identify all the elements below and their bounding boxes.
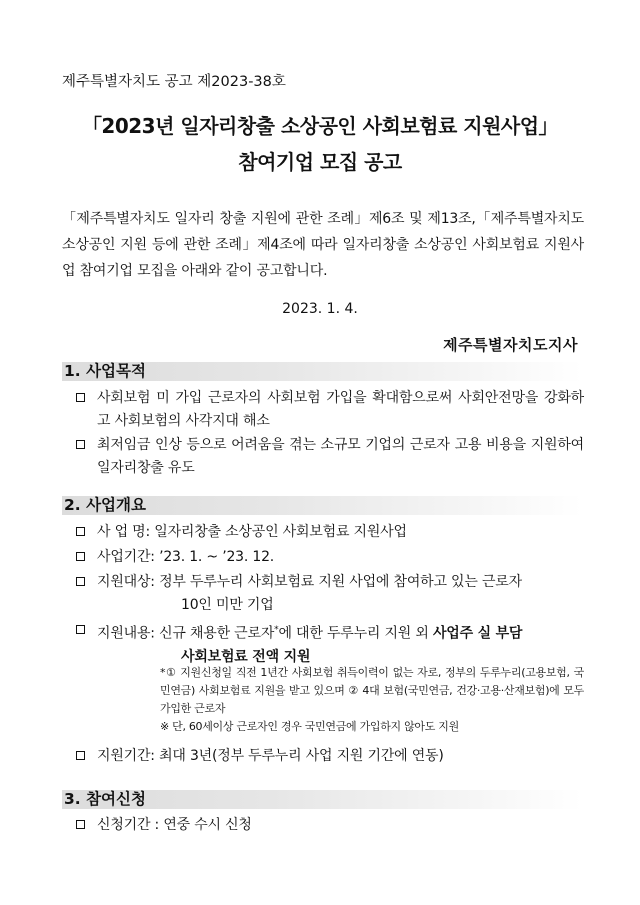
- intro-paragraph: 「제주특별자치도 일자리 창출 지원에 관한 조례」제6조 및 제13조,「제주특별자치도 소상공인 지원 등에 관한 조례」제4조에 따라 일자리창출 소상공인 사회보험료 지원사업 참여기업 모집을 아래와 같이 공고합니다.: [62, 211, 584, 279]
- checkbox-bullet-icon: [76, 440, 85, 449]
- section-heading-overview: 2. 사업개요: [62, 496, 582, 515]
- overview-content: [76, 619, 584, 669]
- section-heading-purpose: 1. 사업목적: [62, 362, 582, 381]
- purpose-item-2: [76, 434, 584, 480]
- business-name-text: 사 업 명: 일자리창출 소상공인 사회보험료 지원사업: [97, 524, 407, 540]
- content-footnote-mark: *: [274, 625, 279, 635]
- overview-duration: [76, 745, 584, 768]
- purpose-item-1-text: 사회보험 미 가입 근로자의 사회보험 가입을 확대함으로써 사회안전망을 강화하고 사회보험의 사각지대 해소: [97, 390, 584, 429]
- title-line-1: 「2023년 일자리창출 소상공인 사회보험료 지원사업」: [81, 114, 559, 138]
- checkbox-bullet-icon: [76, 527, 85, 536]
- content-middle: 에 대한 두루누리 지원 외: [278, 625, 433, 642]
- duration-text: 지원기간: 최대 3년(정부 두루누리 사업 지원 기간에 연동): [97, 748, 444, 764]
- content-footnote: *① 지원신청일 직전 1년간 사회보험 취득이력이 없는 자로, 정부의 두루누리(고용보험, 국민연금) 사회보험료 지원을 받고 있으며 ② 4대 보험(국민연금, 건강·고용·산재보험)에 모두 가입한 근로자: [160, 666, 584, 715]
- content-bold-2: 사회보험료 전액 지원: [181, 648, 311, 665]
- checkbox-bullet-icon: [76, 751, 85, 760]
- checkbox-bullet-icon: [76, 625, 85, 634]
- checkbox-bullet-icon: [76, 577, 85, 586]
- checkbox-bullet-icon: [76, 820, 85, 829]
- content-prefix: 지원내용: 신규 채용한 근로자: [97, 625, 275, 642]
- application-period-text: 신청기간 : 연중 수시 신청: [97, 817, 252, 833]
- title-line-2: 참여기업 모집 공고: [238, 150, 402, 174]
- notice-number: 제주특별자치도 공고 제2023-38호: [62, 74, 286, 90]
- overview-target: [76, 571, 584, 617]
- application-period: [76, 814, 584, 837]
- checkbox-bullet-icon: [76, 393, 85, 402]
- checkbox-bullet-icon: [76, 552, 85, 561]
- target-line-2: 10인 미만 기업: [181, 597, 274, 613]
- section-heading-application: 3. 참여신청: [62, 790, 582, 809]
- content-exception-note: ※ 단, 60세이상 근로자인 경우 국민연금에 가입하지 않아도 지원: [160, 720, 459, 733]
- overview-period: [76, 546, 584, 569]
- purpose-item-2-text: 최저임금 인상 등으로 어려움을 겪는 소규모 기업의 근로자 고용 비용을 지원하여 일자리창출 유도: [97, 437, 584, 476]
- target-line-1: 지원대상: 정부 두루누리 사회보험료 지원 사업에 참여하고 있는 근로자: [97, 574, 522, 590]
- issuer: 제주특별자치도지사: [443, 336, 578, 354]
- purpose-item-1: [76, 387, 584, 433]
- overview-business-name: [76, 521, 584, 544]
- announcement-date: 2023. 1. 4.: [282, 301, 358, 317]
- content-bold-1: 사업주 실 부담: [432, 625, 523, 642]
- period-text: 사업기간: ’23. 1. ~ ’23. 12.: [97, 549, 275, 565]
